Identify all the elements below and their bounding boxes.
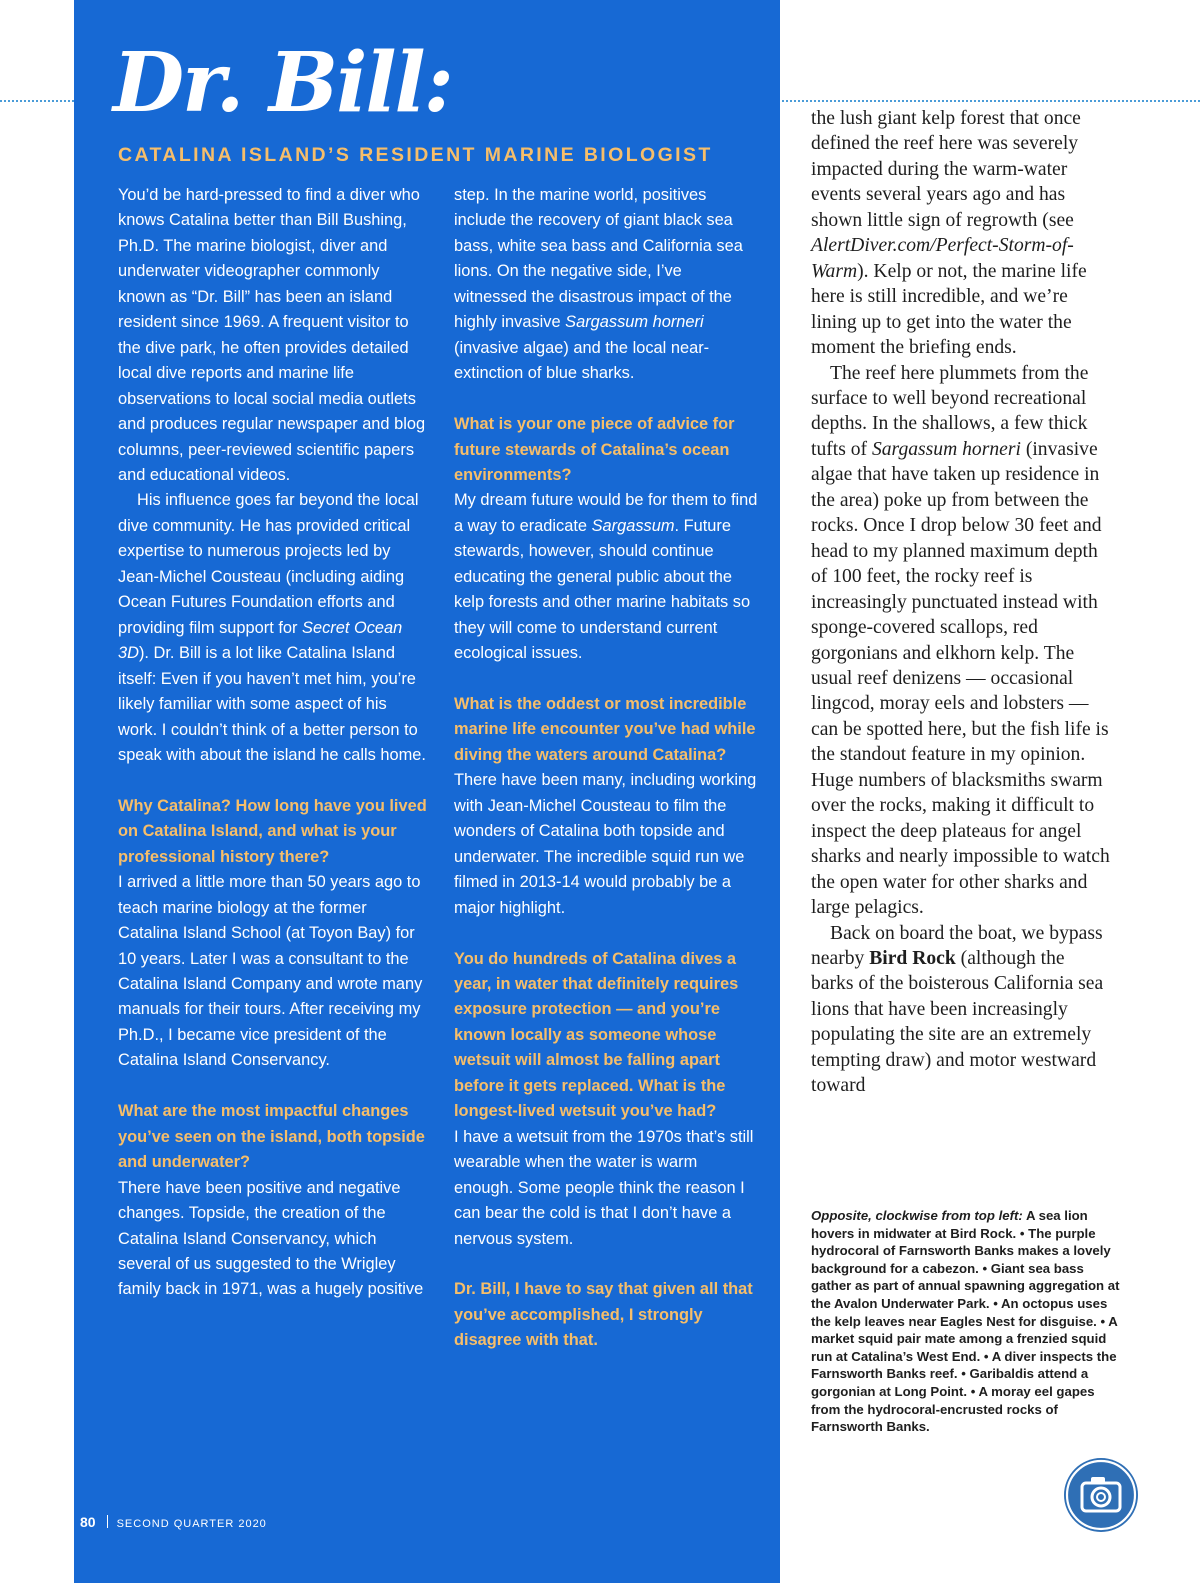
question: What are the most impactful changes you’ve seen on the island, both topside and underwater?	[118, 1102, 425, 1172]
intro-text: His influence goes far beyond the local dive community. He has provided critical expertise to numerous projects led by Jean-Michel Cousteau (including aiding Ocean Futures Foundation efforts and providing film support for	[118, 491, 419, 637]
answer: I arrived a little more than 50 years ago to teach marine biology at the former Catalina Island School (at Toyon Bay) for 10 years. Later I was a consultant to the Catalina Island Company and wrote many manuals for their tours. After receiving my Ph.D., I became vice president of the Catalina Island Conservancy.	[118, 873, 423, 1070]
intro-paragraph-2	[118, 488, 428, 768]
issue-label: SECOND QUARTER 2020	[116, 1518, 267, 1530]
article-text: ). Kelp or not, the marine life here is still incredible, and we’re lining up to get into the water the moment the briefing ends.	[811, 260, 1087, 359]
dotted-rule-left	[0, 100, 74, 102]
species-name: Sargassum	[591, 516, 675, 535]
intro-text: ). Dr. Bill is a lot like Catalina Island itself: Even if you haven’t met him, you’re likely familiar with some aspect of his work. I couldn’t think of a better person to speak with about the island he calls home.	[118, 644, 426, 764]
answer: I have a wetsuit from the 1970s that’s still wearable when the water is warm enough. Some people think the reason I can bear the cold is that I don’t have a nervous system.	[454, 1127, 754, 1248]
question: Dr. Bill, I have to say that given all that you’ve accomplished, I strongly disagree with that.	[454, 1280, 753, 1350]
article-link[interactable]: AlertDiver.com/Perfect-Storm-of-Warm	[811, 235, 1074, 282]
article-paragraph	[811, 361, 1111, 921]
site-name: Bird Rock	[869, 947, 956, 969]
answer: There have been positive and negative changes. Topside, the creation of the Catalina Island Conservancy, which several of us suggested to the Wrigley family back in 1971, was a hugely positive	[118, 1178, 424, 1299]
interview-column-1	[118, 183, 428, 1303]
article-column	[811, 106, 1111, 1099]
caption-lead: Opposite, clockwise from top left:	[811, 1208, 1023, 1223]
answer	[454, 183, 759, 387]
intro-paragraph: You’d be hard-pressed to find a diver who knows Catalina better than Bill Bushing, Ph.D. The marine biologist, diver and underwater videographer commonly known as “Dr. Bill” has been an island resident since 1969. A frequent visitor to the dive park, he often provides detailed local dive reports and marine life observations to local social media outlets and produces regular newspaper and blog columns, peer-reviewed scientific papers and educational videos.	[118, 186, 426, 484]
photo-caption	[811, 1207, 1121, 1436]
article-text: (invasive algae that have taken up residence in the area) poke up from between the rocks. Once I drop below 30 feet and head to my planned maximum depth of 100 feet, the rocky reef is increasingly punctuated instead with sponge-covered scallops, red gorgonians and elkhorn kelp. The usual reef denizens — occasional lingcod, moray eels and lobsters — can be spotted here, but the fish life is the standout feature in my opinion. Huge numbers of blacksmiths swarm over the rocks, making it difficult to inspect the deep plateaus for angel sharks and nearly impossible to watch the open water for other sharks and large pelagics.	[811, 438, 1110, 919]
dotted-rule-right	[782, 100, 1200, 102]
film-title: Secret Ocean 3D	[118, 618, 403, 663]
question: What is the oddest or most incredible marine life encounter you’ve had while diving the waters around Catalina?	[454, 695, 756, 764]
page-folio	[80, 1514, 267, 1532]
interview-column-2	[454, 183, 759, 1354]
answer-text: . Future stewards, however, should continue educating the general public about the kelp forests and other marine habitats so they will come to understand current ecological issues.	[454, 516, 751, 663]
page-number: 80	[80, 1514, 96, 1530]
caption-text: A sea lion hovers in midwater at Bird Rock. • The purple hydrocoral of Farnsworth Banks makes a lovely background for a cabezon. • Giant sea bass gather as part of annual spawning aggregation at the Avalon Underwater Park. • An octopus uses the kelp leaves near Eagles Nest for disguise. • A market squid pair mate among a frenzied squid run at Catalina’s West End. • A diver inspects the Farnsworth Banks reef. • Garibaldis attend a gorgonian at Long Point. • A moray eel gapes from the hydrocoral-encrusted rocks of Farnsworth Banks.	[811, 1208, 1120, 1435]
article-text: The reef here plummets from the surface to well beyond recreational depths. In the shallows, a few thick tufts of	[811, 362, 1089, 460]
answer-text: step. In the marine world, positives include the recovery of giant black sea bass, white sea bass and California sea lions. On the negative side, I’ve witnessed the disastrous impact of the highly invasive	[454, 186, 743, 332]
answer-text: (invasive algae) and the local near-extinction of blue sharks.	[454, 338, 710, 383]
answer-text: My dream future would be for them to find a way to eradicate	[454, 491, 758, 535]
page-subtitle: CATALINA ISLAND’S RESIDENT MARINE BIOLOGIST	[118, 144, 713, 166]
page-title: Dr. Bill:	[113, 35, 452, 131]
article-text: the lush giant kelp forest that once defined the reef here was severely impacted during the warm-water events several years ago and has shown little sign of regrowth (see	[811, 108, 1081, 231]
question: What is your one piece of advice for future stewards of Catalina’s ocean environments?	[454, 415, 735, 484]
answer	[454, 488, 759, 666]
answer: There have been many, including working with Jean-Michel Cousteau to film the wonders of Catalina both topside and underwater. The incredible squid run we filmed in 2013-14 would probably be a major highlight.	[454, 771, 757, 917]
camera-icon[interactable]	[1062, 1456, 1140, 1534]
article-text: Back on board the boat, we bypass nearby	[811, 922, 1103, 969]
question: You do hundreds of Catalina dives a year, in water that definitely requires exposure protection — and you’re known locally as someone whose wetsuit will almost be falling apart before it gets replaced. What is the longest-lived wetsuit you’ve had?	[454, 949, 739, 1121]
species-name: Sargassum horneri	[565, 313, 704, 332]
article-paragraph	[811, 921, 1111, 1099]
article-text: (although the barks of the boisterous California sea lions that have been increasingly populating the site are an extremely tempting draw) and motor westward toward	[811, 947, 1104, 1097]
question: Why Catalina? How long have you lived on Catalina Island, and what is your professional history there?	[118, 796, 427, 866]
species-name: Sargassum horneri	[871, 438, 1021, 460]
folio-divider	[107, 1515, 108, 1528]
article-paragraph	[811, 106, 1111, 361]
